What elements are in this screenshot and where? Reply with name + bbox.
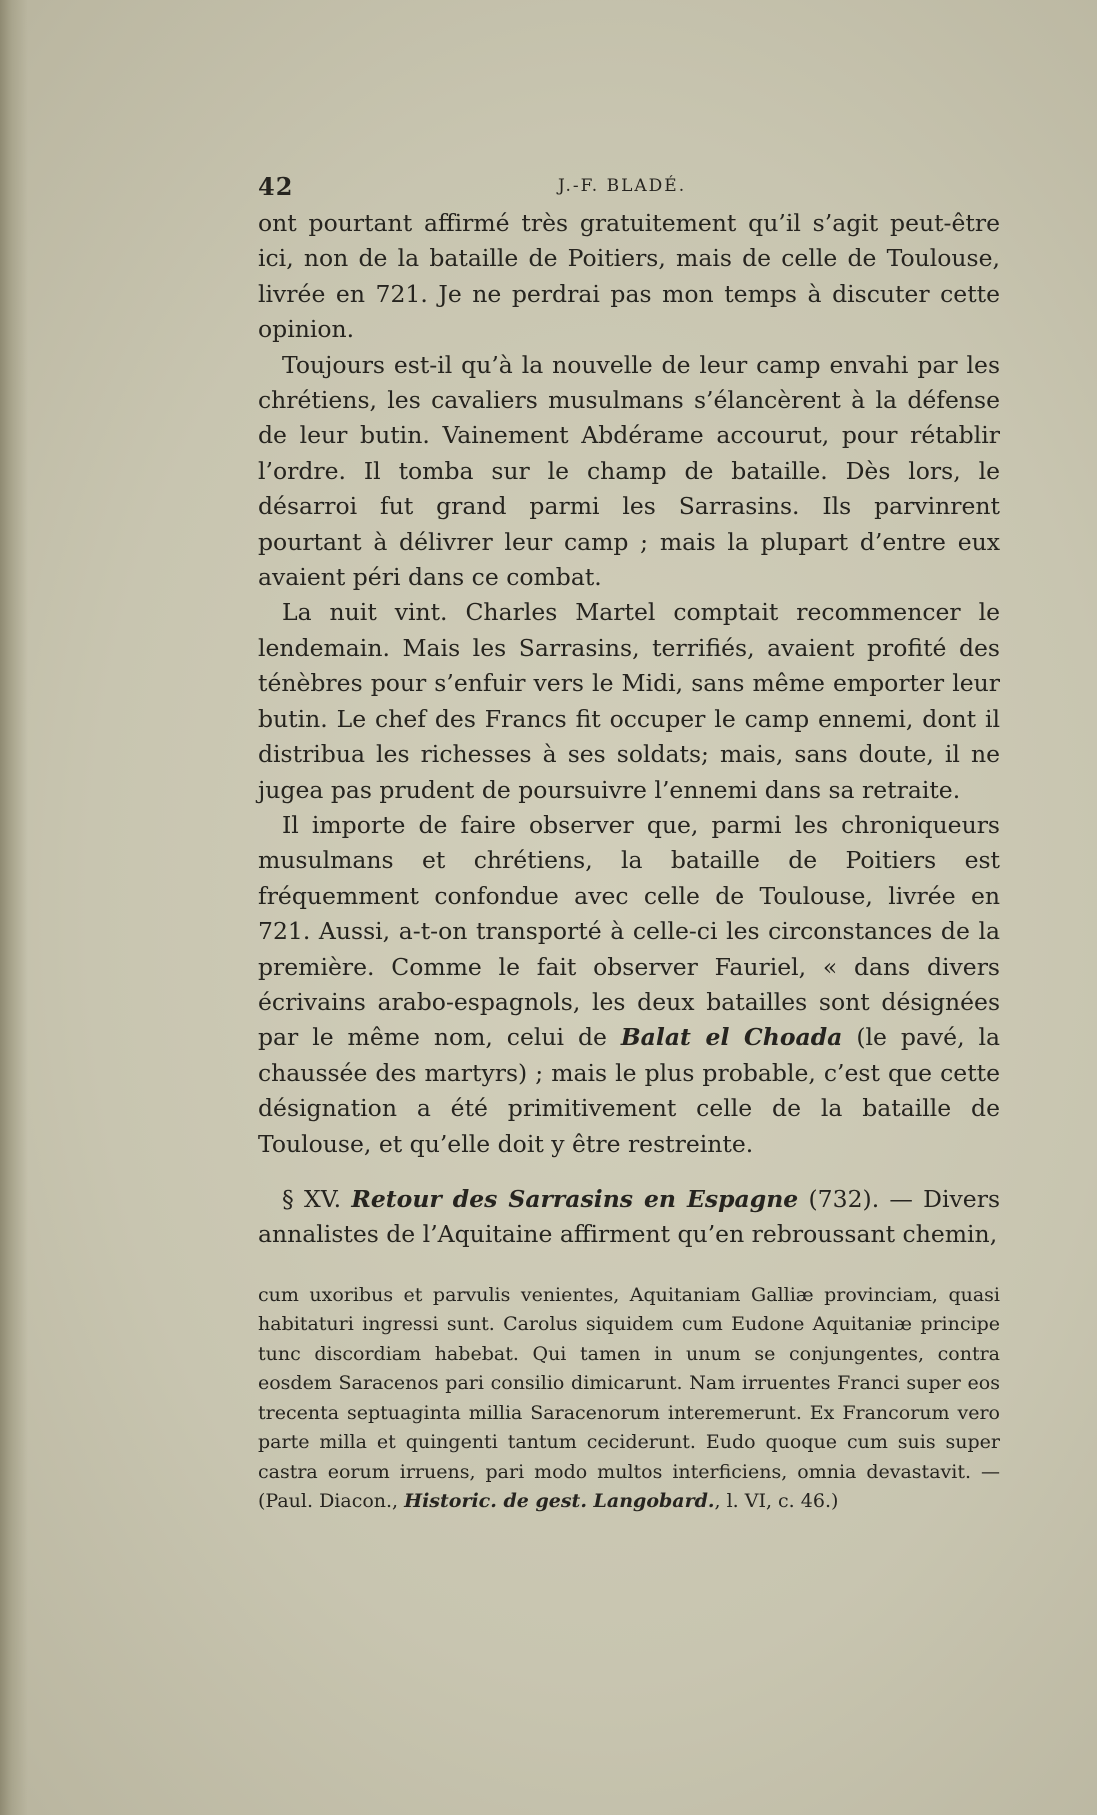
section-number: § XV. — [282, 1184, 352, 1213]
footnote-text-b: , l. VI, c. 46.) — [714, 1490, 839, 1513]
paragraph-confusion — [258, 808, 1000, 1162]
section-title: Retour des Sarrasins en Espagne — [351, 1184, 799, 1213]
footnote-source-title: Historic. de gest. Langobard. — [404, 1490, 715, 1513]
balat-el-choada: Balat el Choada — [620, 1023, 843, 1052]
section-xv-paragraph — [258, 1182, 1000, 1253]
footnote — [258, 1281, 1000, 1517]
paragraph-continuation: ont pourtant affirmé très gratuitement qu’il s’agit peut-être ici, non de la bataille de Poitiers, mais de celle de Toulouse, livrée en 721. Je ne perdrai pas mon temps à discuter cette opinion. — [258, 209, 1000, 344]
paragraph-confusion-text-b: (le pavé, la chaussée des martyrs) ; mais le plus probable, c’est que cette désignation a été primitivement celle de la bataille de Toulouse, et qu’elle doit y être restreinte. — [258, 1023, 1000, 1158]
section-text: (732). — Divers annalistes de l’Aquitaine affirment qu’en rebroussant chemin, — [258, 1184, 1000, 1249]
footnote-text-a: cum uxoribus et parvulis venientes, Aquitaniam Galliæ provinciam, quasi habitaturi ingressi sunt. Carolus siquidem cum Eudone Aquitaniæ principe tunc discordiam habebat. Qui tamen in unum se conjungentes, contra eosdem Saracenos pari consilio dimicarunt. Nam irruentes Franci super eos trecenta septuaginta millia Saracenorum interemerunt. Ex Francorum vero parte milla et quingenti tantum ceciderunt. Eudo quoque cum suis super castra eorum irruens, pari modo multos interficiens, omnia devastavit. — (Paul. Diacon., — [258, 1283, 1000, 1513]
running-head — [258, 170, 1000, 206]
body-text — [258, 206, 1000, 1253]
running-title: J.-F. BLADÉ. — [558, 176, 687, 196]
text-block — [258, 170, 1000, 1517]
page-binding-shadow — [0, 0, 28, 1815]
page-number: 42 — [258, 172, 294, 201]
paragraph-confusion-text-a: Il importe de faire observer que, parmi les chroniqueurs musulmans et chrétiens, la bataille de Poitiers est fréquemment confondue avec celle de Toulouse, livrée en 721. Aussi, a-t-on transporté à celle-ci les circonstances de la première. Comme le fait observer Fauriel, « dans divers écrivains arabo-espagnols, les deux batailles sont désignées par le même nom, celui de — [258, 810, 1000, 1052]
paragraph-abderame: Toujours est-il qu’à la nouvelle de leur camp envahi par les chrétiens, les cavaliers musulmans s’élancèrent à la défense de leur butin. Vainement Abdérame accourut, pour rétablir l’ordre. Il tomba sur le champ de bataille. Dès lors, le désarroi fut grand parmi les Sarrasins. Ils parvinrent pourtant à délivrer leur camp ; mais la plupart d’entre eux avaient péri dans ce combat. — [258, 350, 1000, 592]
paragraph-night: La nuit vint. Charles Martel comptait recommencer le lendemain. Mais les Sarrasins, terrifiés, avaient profité des ténèbres pour s’enfuir vers le Midi, sans même emporter leur butin. Le chef des Francs fit occuper le camp ennemi, dont il distribua les richesses à ses soldats; mais, sans doute, il ne jugea pas prudent de poursuivre l’ennemi dans sa retraite. — [258, 598, 1000, 804]
